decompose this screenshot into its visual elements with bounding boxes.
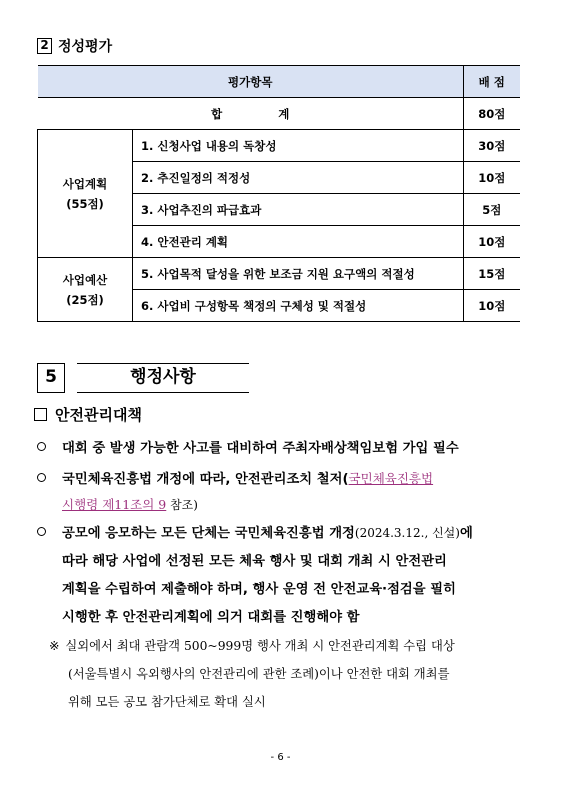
row-score: 10점 [464, 162, 520, 194]
row-item: 5. 사업목적 달성을 위한 보조금 지원 요구액의 적절성 [133, 258, 464, 290]
row-item: 4. 안전관리 계획 [133, 226, 464, 258]
header-item: 평가항목 [38, 66, 464, 98]
bullet-text: 공모에 응모하는 모든 단체는 국민체육진흥법 개정 [62, 526, 355, 541]
group-plan [38, 130, 133, 258]
bullet-text: 국민체육진흥법 개정에 따라, 안전관리조치 철저( [62, 472, 349, 487]
law-link[interactable]: 시행령 제11조의 9 [62, 497, 167, 512]
bullet-text: 대회 중 발생 가능한 사고를 대비하여 주최자배상책임보험 가입 필수 [62, 441, 459, 456]
group-points: (55점) [66, 196, 104, 211]
circle-bullet-icon [37, 527, 46, 536]
evaluation-table [37, 65, 520, 322]
page-number: - 6 - [270, 752, 291, 763]
row-score: 30점 [464, 130, 520, 162]
section-header [37, 363, 249, 393]
group-budget [38, 258, 133, 322]
section-title: 행정사항 [77, 363, 249, 393]
bullet-item [37, 522, 473, 541]
row-item: 6. 사업비 구성항목 책정의 구체성 및 적절성 [133, 290, 464, 322]
bullet-text: 에 [459, 526, 473, 541]
row-score: 10점 [464, 290, 520, 322]
circle-bullet-icon [37, 442, 46, 451]
row-score: 15점 [464, 258, 520, 290]
note-continuation: 위해 모든 공모 참가단체로 확대 실시 [68, 695, 266, 709]
note-text: 실외에서 최대 관람객 500~999명 행사 개최 시 안전관리계획 수립 대상 [65, 639, 455, 653]
bullet-date: (2024.3.12., 신설) [354, 526, 460, 540]
header-score: 배 점 [464, 66, 520, 98]
note-continuation: (서울특별시 옥외행사의 안전관리에 관한 조례)이나 안전한 대회 개최를 [68, 667, 450, 681]
table-row [38, 258, 520, 290]
row-score: 5점 [464, 194, 520, 226]
bullet-continuation: 시행한 후 안전관리계획에 의거 대회를 진행해야 함 [62, 610, 360, 625]
subsection-number: 2 [37, 38, 52, 54]
checkbox-icon [34, 408, 47, 421]
total-label: 합 계 [38, 98, 464, 130]
note-mark: ※ [49, 639, 60, 653]
section-number: 5 [37, 363, 65, 393]
bullet-continuation: 따라 해당 사업에 선정된 모든 체육 행사 및 대회 개최 시 안전관리 [62, 554, 447, 569]
group-name: 사업예산 [62, 272, 108, 287]
row-score: 10점 [464, 226, 520, 258]
row-item: 2. 추진일정의 적정성 [133, 162, 464, 194]
bullet-item [37, 468, 433, 487]
table-row [38, 130, 520, 162]
group-name: 사업계획 [62, 176, 108, 191]
bullet-item [37, 437, 459, 456]
topic-title: 안전관리대책 [55, 406, 142, 424]
table-header-row [38, 66, 520, 98]
bullet-text: 참조) [166, 498, 198, 512]
topic-heading [34, 404, 142, 425]
subsection-heading [37, 36, 112, 56]
total-score: 80점 [464, 98, 520, 130]
bullet-continuation [62, 495, 198, 513]
subsection-title: 정성평가 [58, 39, 113, 55]
law-link[interactable]: 국민체육진흥법 [348, 471, 434, 486]
table-total-row [38, 98, 520, 130]
row-item: 3. 사업추진의 파급효과 [133, 194, 464, 226]
bullet-continuation: 계획을 수립하여 제출해야 하며, 행사 운영 전 안전교육·점검을 필히 [62, 582, 456, 597]
row-item: 1. 신청사업 내용의 독창성 [133, 130, 464, 162]
group-points: (25점) [66, 292, 104, 307]
note [49, 636, 455, 654]
circle-bullet-icon [37, 473, 46, 482]
